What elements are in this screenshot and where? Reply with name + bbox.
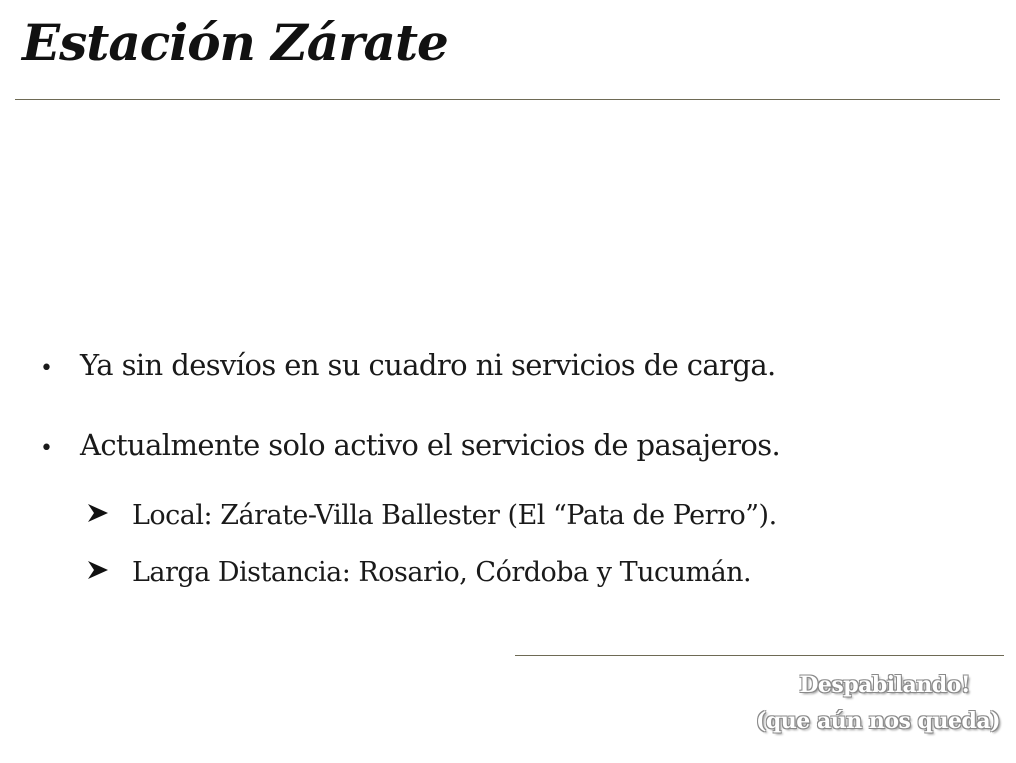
bullet-dot-icon: • — [40, 356, 53, 381]
bullet-item — [40, 428, 780, 462]
slide-title: Estación Zárate — [22, 13, 448, 72]
bullet-text: Actualmente solo activo el servicios de pasajeros. — [80, 428, 781, 462]
footer-subtagline: (que aún nos queda) — [756, 708, 1000, 734]
bullet-text: Ya sin desvíos en su cuadro ni servicios de carga. — [80, 348, 776, 382]
sub-bullet-text: Local: Zárate-Villa Ballester (El “Pata de Perro”). — [132, 500, 777, 531]
arrow-bullet-icon — [86, 502, 132, 524]
sub-bullet-item — [86, 500, 777, 531]
footer-tagline: Despabilando! — [799, 672, 970, 698]
sub-bullet-item — [86, 557, 751, 588]
sub-bullet-text: Larga Distancia: Rosario, Córdoba y Tucumán. — [132, 557, 752, 588]
footer-divider — [515, 655, 1004, 656]
arrow-bullet-icon — [86, 559, 132, 581]
bullet-dot-icon: • — [40, 436, 53, 461]
bullet-item — [40, 348, 776, 382]
